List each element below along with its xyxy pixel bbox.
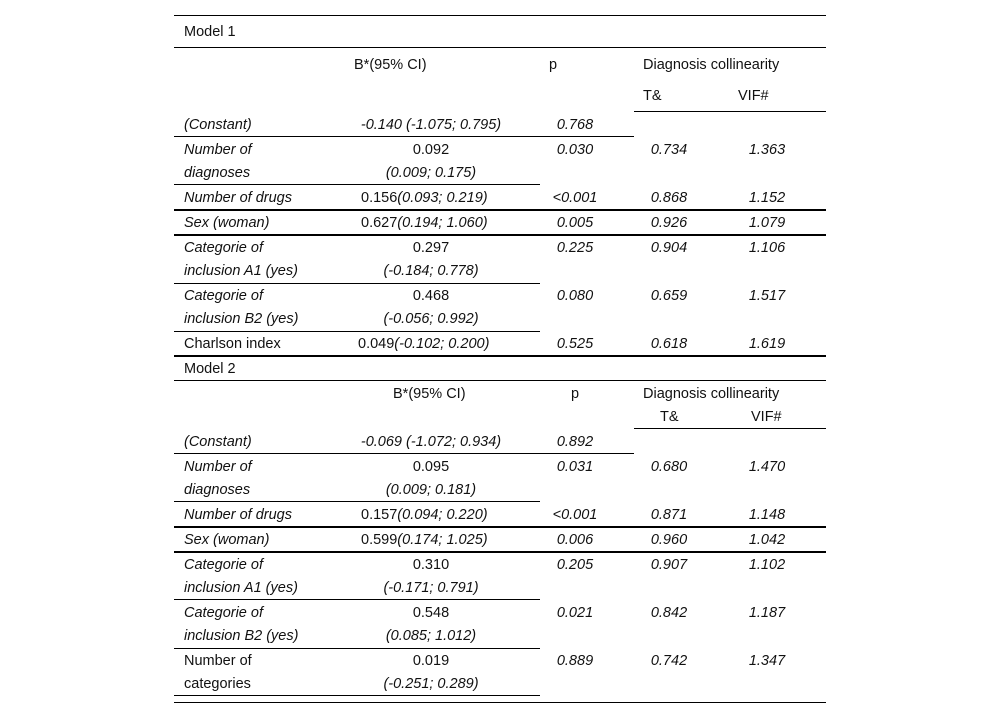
table-row-label: inclusion B2 (yes)	[184, 311, 299, 327]
table-cell-p: 0.080	[556, 288, 594, 304]
table-cell-ci: (-0.251; 0.289)	[383, 676, 479, 692]
table-cell-vif: 1.079	[748, 215, 786, 231]
rule	[174, 209, 826, 211]
table-cell-b: 0.548	[412, 605, 450, 621]
table-cell-vif: 1.152	[748, 190, 786, 206]
rule	[174, 355, 826, 357]
model2-col-b-header: B*(95% CI)	[393, 386, 466, 402]
table-cell-b: 0.297	[412, 240, 450, 256]
table-cell-ci: (-0.056; 0.992)	[383, 311, 479, 327]
table-cell-p: 0.225	[556, 240, 594, 256]
table-row-label: Categorie of	[184, 557, 263, 573]
rule	[174, 526, 826, 528]
table-row-label: Number of drugs	[184, 507, 292, 523]
rule	[174, 453, 634, 454]
table-cell-t: 0.659	[650, 288, 688, 304]
table-cell-p: 0.030	[556, 142, 594, 158]
table-cell-b	[361, 189, 488, 207]
table-cell-b-est: 0.599	[361, 532, 398, 548]
table-cell-t: 0.742	[650, 653, 688, 669]
model2-col-diag-header: Diagnosis collinearity	[643, 386, 780, 402]
table-cell-t: 0.904	[650, 240, 688, 256]
table-cell-vif: 1.187	[748, 605, 786, 621]
table-top-rule	[174, 15, 826, 16]
table-cell-b	[361, 214, 488, 232]
rule	[174, 599, 540, 600]
table-cell-b-est: 0.049	[358, 336, 395, 352]
table-cell-t: 0.734	[650, 142, 688, 158]
table-cell-p: 0.525	[556, 336, 594, 352]
table-cell-b: 0.310	[412, 557, 450, 573]
table-cell-t: 0.907	[650, 557, 688, 573]
table-cell-vif: 1.619	[748, 336, 786, 352]
table-cell-vif: 1.042	[748, 532, 786, 548]
rule	[174, 695, 540, 696]
model2-col-t-header: T&	[660, 409, 679, 425]
table-cell-ci: (0.194; 1.060)	[397, 215, 488, 231]
table-row-label: Categorie of	[184, 605, 263, 621]
table-cell-vif: 1.363	[748, 142, 786, 158]
table-cell-t: 0.871	[650, 507, 688, 523]
table-row-label: (Constant)	[184, 434, 252, 450]
table-row-label: Charlson index	[184, 336, 281, 352]
model1-col-p-header: p	[549, 57, 558, 73]
table-cell-vif: 1.517	[748, 288, 786, 304]
table-row-label: diagnoses	[184, 482, 251, 498]
table-cell-b: -0.069 (-1.072; 0.934)	[360, 434, 502, 450]
rule	[174, 283, 540, 284]
table-cell-b	[358, 335, 489, 353]
model1-col-t-header: T&	[643, 88, 662, 104]
table-cell-p: 0.021	[556, 605, 594, 621]
table-cell-t: 0.868	[650, 190, 688, 206]
table-row-label: inclusion B2 (yes)	[184, 628, 299, 644]
rule	[174, 648, 540, 649]
table-cell-b-est: 0.157	[361, 507, 398, 523]
table-row-label: Number of drugs	[184, 190, 292, 206]
table-cell-p: 0.768	[556, 117, 594, 133]
table-cell-p: 0.889	[556, 653, 594, 669]
table-bottom-rule	[174, 702, 826, 703]
rule	[634, 111, 826, 112]
model2-col-p-header: p	[571, 386, 580, 402]
table-cell-vif: 1.347	[748, 653, 786, 669]
table-row-label: diagnoses	[184, 165, 251, 181]
model1-col-b-header: B*(95% CI)	[354, 57, 427, 73]
table-cell-vif: 1.106	[748, 240, 786, 256]
rule	[174, 47, 826, 48]
table-cell-t: 0.926	[650, 215, 688, 231]
table-cell-b-est: 0.627	[361, 215, 398, 231]
table-cell-vif: 1.470	[748, 459, 786, 475]
table-cell-b	[361, 506, 488, 524]
rule	[174, 501, 540, 502]
table-cell-ci: (0.093; 0.219)	[397, 190, 488, 206]
table-cell-ci: (-0.184; 0.778)	[383, 263, 479, 279]
table-row-label: Number of	[184, 459, 252, 475]
rule	[174, 331, 540, 332]
model1-title: Model 1	[184, 24, 236, 40]
rule	[174, 380, 826, 381]
table-row-label: Number of	[184, 142, 252, 158]
table-cell-p: 0.006	[556, 532, 594, 548]
rule	[174, 551, 826, 553]
model1-col-vif-header: VIF#	[738, 88, 769, 104]
table-cell-ci: (0.174; 1.025)	[397, 532, 488, 548]
table-cell-ci: (0.009; 0.175)	[385, 165, 477, 181]
rule	[174, 234, 826, 236]
model1-col-diag-header: Diagnosis collinearity	[643, 57, 780, 73]
table-row-label: Categorie of	[184, 288, 263, 304]
table-cell-t: 0.680	[650, 459, 688, 475]
rule	[174, 184, 540, 185]
table-cell-b	[361, 531, 488, 549]
table-cell-p: <0.001	[552, 190, 598, 206]
table-row-label: categories	[184, 676, 251, 692]
table-cell-p: 0.031	[556, 459, 594, 475]
table-row-label: inclusion A1 (yes)	[184, 263, 298, 279]
table-cell-vif: 1.102	[748, 557, 786, 573]
table-cell-b: 0.092	[412, 142, 450, 158]
table-cell-ci: (0.085; 1.012)	[385, 628, 477, 644]
table-cell-ci: (0.009; 0.181)	[385, 482, 477, 498]
model2-title: Model 2	[184, 361, 236, 377]
table-cell-t: 0.842	[650, 605, 688, 621]
table-row-label: Sex (woman)	[184, 532, 270, 548]
table-cell-b: 0.468	[412, 288, 450, 304]
rule	[634, 428, 826, 429]
table-cell-p: 0.892	[556, 434, 594, 450]
rule	[174, 136, 634, 137]
table-cell-vif: 1.148	[748, 507, 786, 523]
table-cell-b: -0.140 (-1.075; 0.795)	[360, 117, 502, 133]
table-cell-b: 0.095	[412, 459, 450, 475]
table-cell-t: 0.960	[650, 532, 688, 548]
table-cell-ci: (-0.102; 0.200)	[394, 336, 490, 352]
table-cell-t: 0.618	[650, 336, 688, 352]
table-cell-ci: (-0.171; 0.791)	[383, 580, 479, 596]
table-cell-b-est: 0.156	[361, 190, 398, 206]
table-cell-p: 0.205	[556, 557, 594, 573]
table-row-label: (Constant)	[184, 117, 252, 133]
table-row-label: Sex (woman)	[184, 215, 270, 231]
table-cell-ci: (0.094; 0.220)	[397, 507, 488, 523]
model2-col-vif-header: VIF#	[751, 409, 782, 425]
table-cell-b: 0.019	[412, 653, 450, 669]
table-cell-p: <0.001	[552, 507, 598, 523]
table-row-label: Categorie of	[184, 240, 263, 256]
table-row-label: inclusion A1 (yes)	[184, 580, 298, 596]
table-row-label: Number of	[184, 653, 252, 669]
table-cell-p: 0.005	[556, 215, 594, 231]
